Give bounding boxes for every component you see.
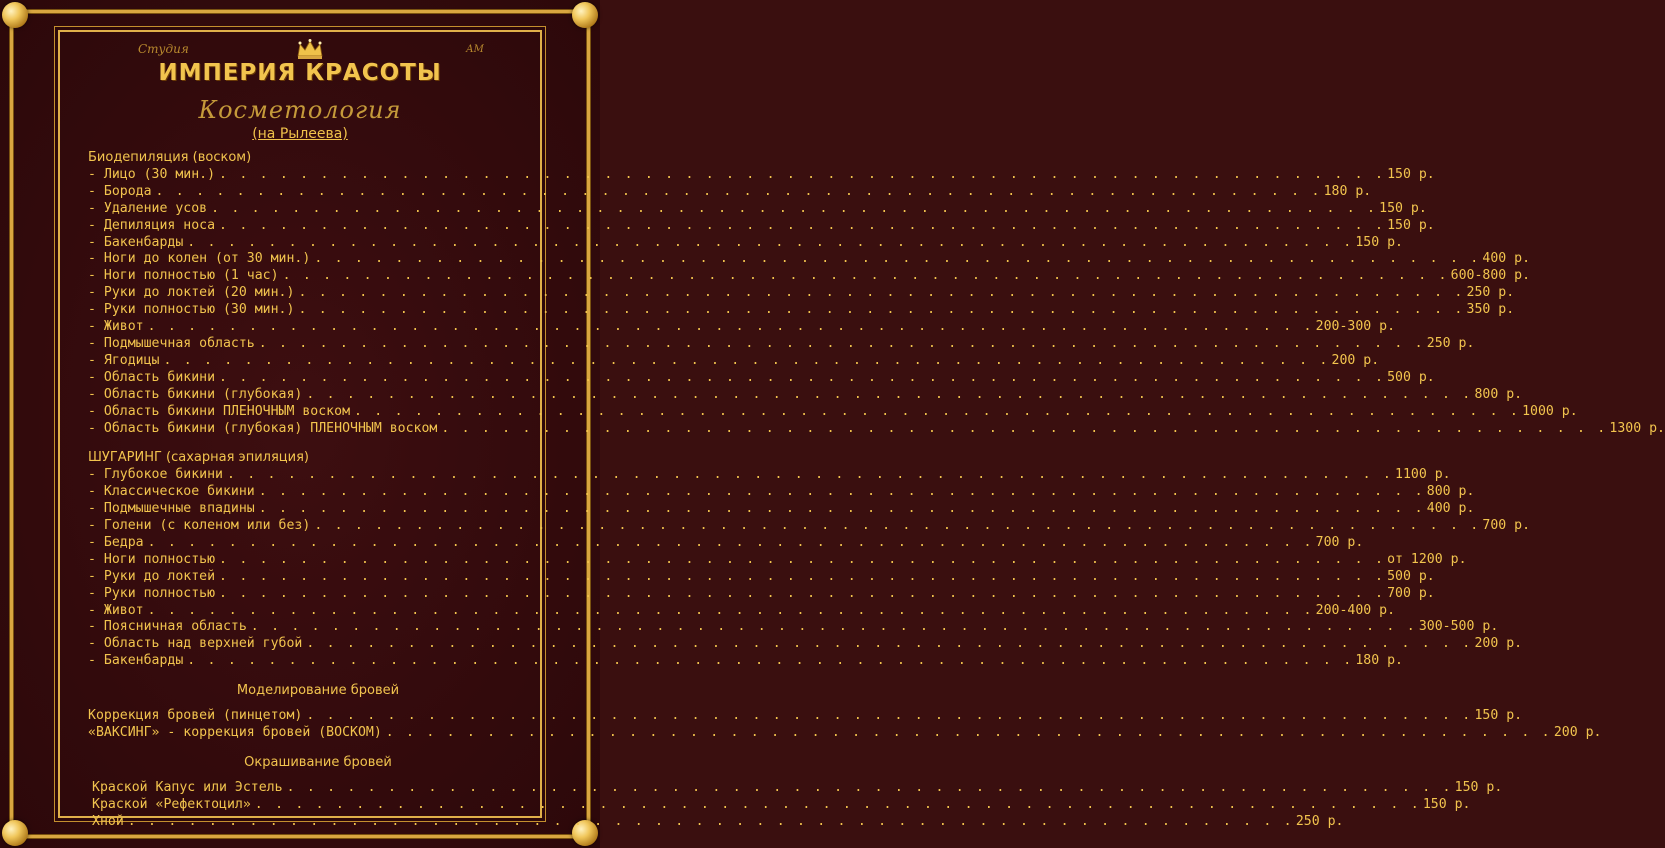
price-row [88, 183, 1372, 201]
dot-leader: . . . . . . . . . . . . . . . . . . . . . . . . . . . . . . . . . . . . . . . . . . . . . . . . . . . . . . . . . . [147, 534, 1314, 550]
service-name: Краской «Рефектоцил» [92, 796, 251, 812]
dot-leader: . . . . . . . . . . . . . . . . . . . . . . . . . . . . . . . . . . . . . . . . . . . . . . . . . . . . . . . . . . [258, 501, 1425, 517]
service-price: 250 р. [1426, 335, 1475, 351]
dot-leader: . . . . . . . . . . . . . . . . . . . . . . . . . . . . . . . . . . . . . . . . . . . . . . . . . . . . . . . . . . [306, 636, 1473, 652]
service-price: 150 р. [1454, 779, 1503, 795]
service-price: 700 р. [1482, 518, 1531, 534]
dot-leader: . . . . . . . . . . . . . . . . . . . . . . . . . . . . . . . . . . . . . . . . . . . . . . . . . . . . . . . . . . [219, 551, 1386, 567]
price-row [88, 335, 1475, 353]
service-price: 400 р. [1482, 251, 1531, 267]
service-name: - Ноги полностью (1 час) [88, 268, 279, 284]
dot-leader: . . . . . . . . . . . . . . . . . . . . . . . . . . . . . . . . . . . . . . . . . . . . . . . . . . . . . . . . . . [298, 302, 1465, 318]
price-row [88, 420, 1665, 438]
service-name: - Живот [88, 602, 144, 618]
service-price: 500 р. [1387, 369, 1435, 385]
service-name: Хной [92, 813, 124, 829]
service-price: 200 р. [1331, 352, 1380, 368]
price-row [88, 319, 1396, 336]
price-row [88, 534, 1364, 552]
price-row [88, 484, 1475, 501]
corner-rivet-icon [2, 820, 28, 846]
service-price: 300-500 р. [1418, 619, 1499, 635]
service-name: - Ноги до колен (от 30 мин.) [88, 251, 311, 267]
price-row [88, 217, 1435, 235]
corner-rivet-icon [2, 2, 28, 28]
dot-leader: . . . . . . . . . . . . . . . . . . . . . . . . . . . . . . . . . . . . . . . . . . . . . . . . . . . . . . . . . . [127, 813, 1294, 829]
service-name: - Бедра [88, 534, 144, 550]
price-row [88, 251, 1531, 268]
service-price: 180 р. [1323, 183, 1372, 199]
dot-leader: . . . . . . . . . . . . . . . . . . . . . . . . . . . . . . . . . . . . . . . . . . . . . . . . . . . . . . . . . . [219, 217, 1386, 233]
price-row [88, 234, 1403, 252]
brand-title: ИМПЕРИЯ КРАСОТЫ [158, 60, 442, 86]
price-row [88, 166, 1435, 184]
price-row [88, 268, 1531, 285]
dot-leader: . . . . . . . . . . . . . . . . . . . . . . . . . . . . . . . . . . . . . . . . . . . . . . . . . . . . . . . . . . [187, 653, 1354, 669]
dot-leader: . . . . . . . . . . . . . . . . . . . . . . . . . . . . . . . . . . . . . . . . . . . . . . . . . . . . . . . . . . [187, 234, 1354, 250]
service-name: - Руки полностью (30 мин.) [88, 302, 295, 318]
section-title-brow-tinting: Окрашивание бровей [244, 754, 392, 770]
service-price: 800 р. [1426, 484, 1475, 500]
service-name: - Ноги полностью [88, 551, 216, 567]
dot-leader: . . . . . . . . . . . . . . . . . . . . . . . . . . . . . . . . . . . . . . . . . . . . . . . . . . . . . . . . . . [441, 420, 1608, 436]
price-row [88, 200, 1427, 218]
service-price: 500 р. [1387, 568, 1435, 584]
dot-leader: . . . . . . . . . . . . . . . . . . . . . . . . . . . . . . . . . . . . . . . . . . . . . . . . . . . . . . . . . . [147, 602, 1314, 618]
service-price: 400 р. [1426, 501, 1475, 517]
service-name: - Область бикини (глубокая) [88, 386, 303, 402]
service-name: - Живот [88, 319, 144, 335]
price-row [88, 467, 1451, 484]
service-price: 200 р. [1553, 725, 1602, 740]
service-name: - Поясничная область [88, 619, 247, 635]
dot-leader: . . . . . . . . . . . . . . . . . . . . . . . . . . . . . . . . . . . . . . . . . . . . . . . . . . . . . . . . . . [385, 725, 1552, 740]
price-row [88, 636, 1523, 653]
studio-label: Студия [138, 42, 189, 56]
service-name: Коррекция бровей (пинцетом) [88, 708, 303, 724]
service-price: 700 р. [1315, 534, 1364, 550]
service-name: - Глубокое бикини [88, 467, 223, 483]
service-price: 800 р. [1474, 386, 1523, 402]
service-price: 250 р. [1295, 813, 1344, 829]
dot-leader: . . . . . . . . . . . . . . . . . . . . . . . . . . . . . . . . . . . . . . . . . . . . . . . . . . . . . . . . . . [219, 568, 1386, 584]
service-name: - Подмышечные впадины [88, 501, 255, 517]
service-name: - Депиляция носа [88, 217, 216, 233]
service-price: от 1200 р. [1387, 551, 1467, 567]
dot-leader: . . . . . . . . . . . . . . . . . . . . . . . . . . . . . . . . . . . . . . . . . . . . . . . . . . . . . . . . . . [286, 779, 1453, 795]
service-price: 200-300 р. [1315, 319, 1396, 335]
price-row [92, 813, 1344, 831]
section-title-brow-modeling: Моделирование бровей [236, 683, 400, 699]
section-title-biodepilation: Биодепиляция (воском) [88, 150, 252, 165]
service-name: - Классическое бикини [88, 484, 255, 500]
price-row [88, 551, 1467, 569]
service-name: - Удаление усов [88, 200, 208, 216]
service-name: - Бакенбарды [88, 653, 184, 669]
price-row [88, 518, 1531, 535]
price-row [88, 568, 1435, 586]
price-row [88, 725, 1602, 742]
dot-leader: . . . . . . . . . . . . . . . . . . . . . . . . . . . . . . . . . . . . . . . . . . . . . . . . . . . . . . . . . . [314, 518, 1481, 534]
price-row [88, 708, 1523, 725]
service-name: - Руки полностью [88, 585, 216, 601]
dot-leader: . . . . . . . . . . . . . . . . . . . . . . . . . . . . . . . . . . . . . . . . . . . . . . . . . . . . . . . . . . [306, 708, 1473, 724]
dot-leader: . . . . . . . . . . . . . . . . . . . . . . . . . . . . . . . . . . . . . . . . . . . . . . . . . . . . . . . . . . [354, 403, 1521, 419]
service-price: 1300 р. [1609, 420, 1665, 436]
price-row [88, 285, 1515, 302]
service-price: 1100 р. [1395, 467, 1451, 483]
service-name: - Область бикини (глубокая) ПЛЕНОЧНЫМ воском [88, 420, 438, 436]
service-name: - Подмышечная область [88, 335, 255, 351]
service-name: - Ягодицы [88, 352, 160, 368]
service-price: 250 р. [1466, 285, 1515, 301]
price-row [88, 653, 1403, 670]
page-subtitle: Косметология [198, 96, 402, 124]
price-row [92, 779, 1503, 797]
location-label: (на Рылеева) [252, 126, 348, 142]
dot-leader: . . . . . . . . . . . . . . . . . . . . . . . . . . . . . . . . . . . . . . . . . . . . . . . . . . . . . . . . . . [219, 369, 1386, 385]
service-name: - Руки до локтей (20 мин.) [88, 285, 295, 301]
dot-leader: . . . . . . . . . . . . . . . . . . . . . . . . . . . . . . . . . . . . . . . . . . . . . . . . . . . . . . . . . . [282, 268, 1449, 284]
service-name: - Область бикини [88, 369, 216, 385]
section-title-sugaring: ШУГАРИНГ (сахарная эпиляция) [88, 450, 309, 466]
monogram-label: АМ [466, 44, 484, 55]
service-price: 200 р. [1474, 636, 1523, 652]
price-row [88, 352, 1380, 370]
service-price: 1000 р. [1522, 403, 1578, 419]
dot-leader: . . . . . . . . . . . . . . . . . . . . . . . . . . . . . . . . . . . . . . . . . . . . . . . . . . . . . . . . . . [147, 319, 1314, 335]
dot-leader: . . . . . . . . . . . . . . . . . . . . . . . . . . . . . . . . . . . . . . . . . . . . . . . . . . . . . . . . . . [258, 335, 1425, 351]
service-price: 600-800 р. [1450, 268, 1531, 284]
dot-leader: . . . . . . . . . . . . . . . . . . . . . . . . . . . . . . . . . . . . . . . . . . . . . . . . . . . . . . . . . . [155, 183, 1322, 199]
dot-leader: . . . . . . . . . . . . . . . . . . . . . . . . . . . . . . . . . . . . . . . . . . . . . . . . . . . . . . . . . . [163, 352, 1330, 368]
service-name: - Область бикини ПЛЕНОЧНЫМ воском [88, 403, 351, 419]
price-row [88, 369, 1435, 387]
dot-leader: . . . . . . . . . . . . . . . . . . . . . . . . . . . . . . . . . . . . . . . . . . . . . . . . . . . . . . . . . . [219, 585, 1386, 601]
service-name: - Лицо (30 мин.) [88, 166, 216, 182]
price-row [88, 619, 1499, 636]
service-price: 150 р. [1387, 217, 1435, 233]
dot-leader: . . . . . . . . . . . . . . . . . . . . . . . . . . . . . . . . . . . . . . . . . . . . . . . . . . . . . . . . . . [250, 619, 1417, 635]
service-name: - Борода [88, 183, 152, 199]
dot-leader: . . . . . . . . . . . . . . . . . . . . . . . . . . . . . . . . . . . . . . . . . . . . . . . . . . . . . . . . . . [254, 796, 1421, 812]
service-name: «ВАКСИНГ» - коррекция бровей (ВОСКОМ) [88, 725, 382, 740]
service-name: Краской Капус или Эстель [92, 779, 283, 795]
price-row [92, 796, 1471, 814]
service-price: 350 р. [1466, 302, 1515, 318]
dot-leader: . . . . . . . . . . . . . . . . . . . . . . . . . . . . . . . . . . . . . . . . . . . . . . . . . . . . . . . . . . [306, 386, 1473, 402]
dot-leader: . . . . . . . . . . . . . . . . . . . . . . . . . . . . . . . . . . . . . . . . . . . . . . . . . . . . . . . . . . [258, 484, 1425, 500]
price-row [88, 403, 1578, 421]
service-price: 150 р. [1379, 200, 1427, 216]
dot-leader: . . . . . . . . . . . . . . . . . . . . . . . . . . . . . . . . . . . . . . . . . . . . . . . . . . . . . . . . . . [219, 166, 1386, 182]
crown-icon [296, 38, 324, 60]
dot-leader: . . . . . . . . . . . . . . . . . . . . . . . . . . . . . . . . . . . . . . . . . . . . . . . . . . . . . . . . . . [314, 251, 1481, 267]
service-name: - Бакенбарды [88, 234, 184, 250]
price-row [88, 501, 1475, 518]
service-name: - Область над верхней губой [88, 636, 303, 652]
service-price: 150 р. [1355, 234, 1403, 250]
service-price: 200-400 р. [1315, 602, 1396, 618]
dot-leader: . . . . . . . . . . . . . . . . . . . . . . . . . . . . . . . . . . . . . . . . . . . . . . . . . . . . . . . . . . [211, 200, 1378, 216]
price-row [88, 585, 1435, 603]
corner-rivet-icon [572, 2, 598, 28]
price-row [88, 386, 1523, 404]
service-name: - Голени (с коленом или без) [88, 518, 311, 534]
service-price: 180 р. [1355, 653, 1403, 669]
price-row [88, 602, 1396, 620]
service-price: 150 р. [1387, 166, 1435, 182]
service-name: - Руки до локтей [88, 568, 216, 584]
price-list [88, 150, 1665, 831]
price-row [88, 302, 1515, 319]
service-price: 150 р. [1422, 796, 1471, 812]
dot-leader: . . . . . . . . . . . . . . . . . . . . . . . . . . . . . . . . . . . . . . . . . . . . . . . . . . . . . . . . . . [298, 285, 1465, 301]
service-price: 700 р. [1387, 585, 1435, 601]
dot-leader: . . . . . . . . . . . . . . . . . . . . . . . . . . . . . . . . . . . . . . . . . . . . . . . . . . . . . . . . . . [226, 467, 1394, 483]
service-price: 150 р. [1474, 708, 1523, 724]
